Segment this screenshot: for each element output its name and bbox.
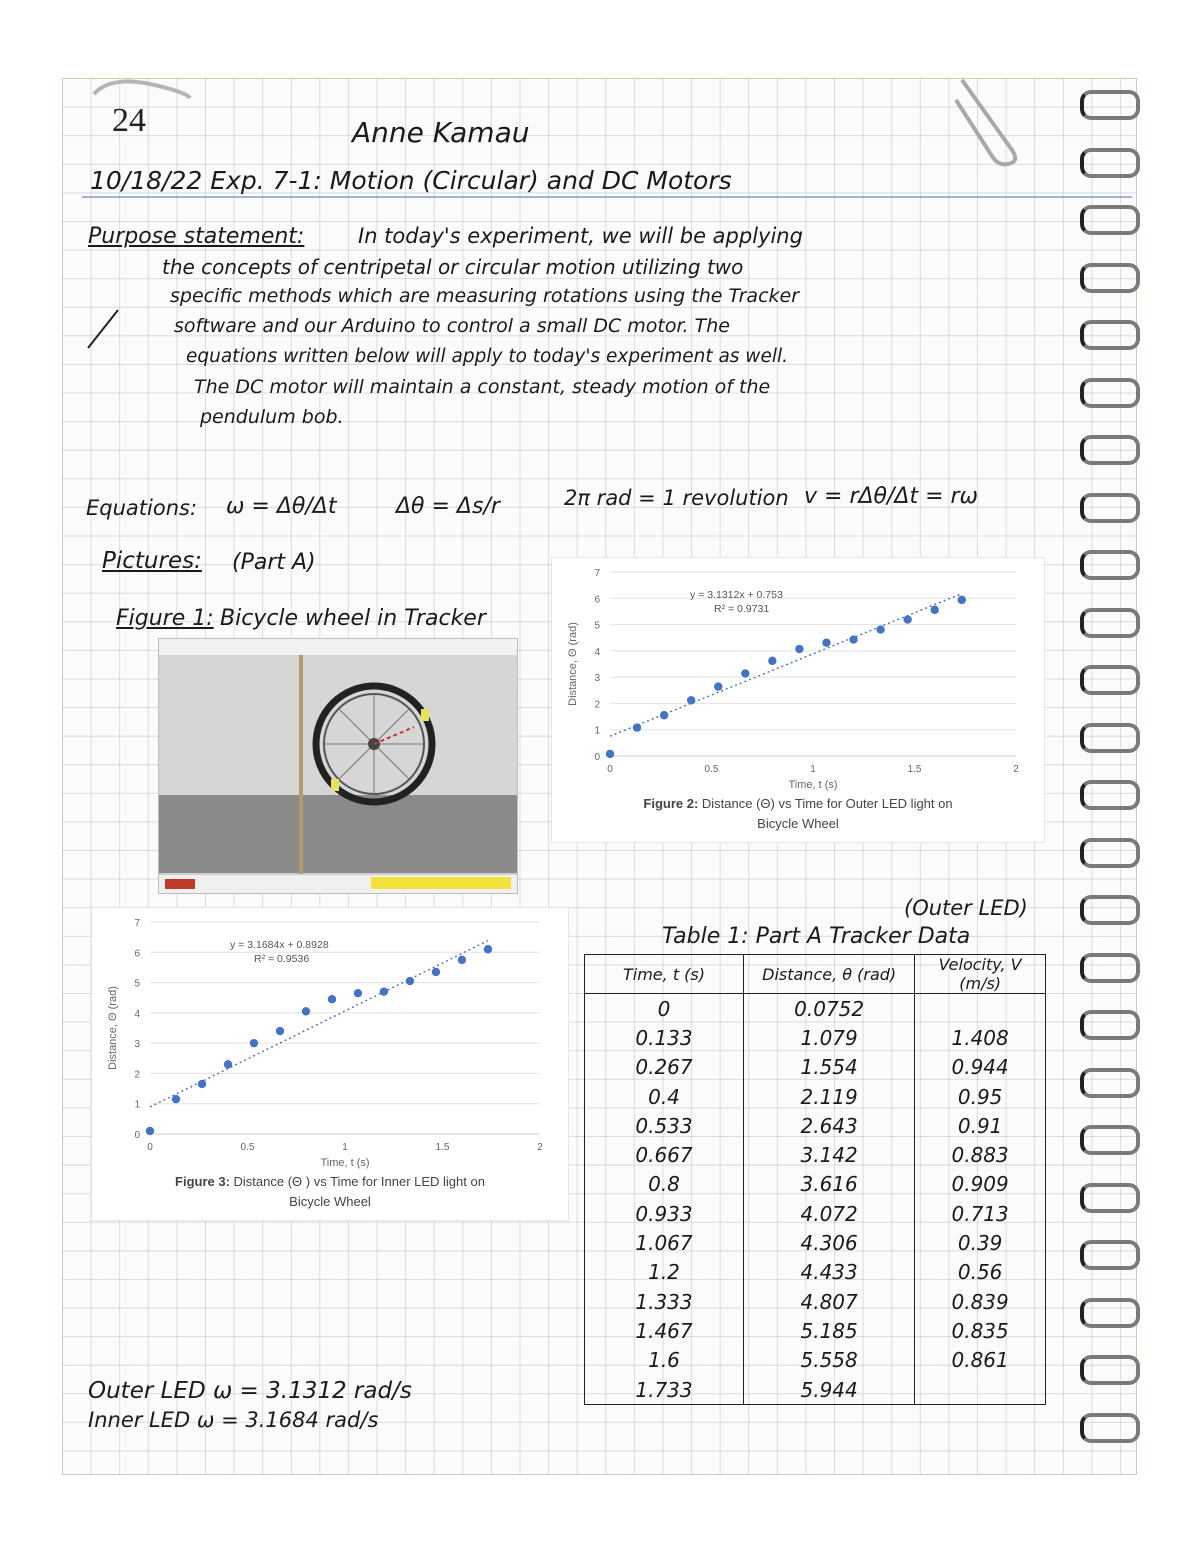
- data-point: [822, 639, 830, 647]
- header-rule: [82, 196, 1132, 198]
- table-cell-time: 1.733: [585, 1375, 744, 1405]
- y-tick-label: 3: [594, 673, 600, 685]
- omega-outer: Outer LED ω = 3.1312 rad/s: [88, 1378, 412, 1404]
- table-cell-distance: 4.433: [744, 1258, 915, 1287]
- spiral-ring: [1080, 1183, 1140, 1213]
- table-cell-velocity: 0.861: [915, 1346, 1046, 1375]
- y-tick-label: 2: [594, 699, 600, 711]
- x-axis-label: Time, t (s): [320, 1157, 370, 1169]
- table-cell-velocity: 1.408: [915, 1023, 1046, 1052]
- author-name: Anne Kamau: [352, 116, 530, 149]
- figure2-plot: [552, 558, 1044, 842]
- table-row: [585, 1375, 1046, 1405]
- x-tick-label: 1.5: [435, 1142, 450, 1153]
- table-cell-time: 1.6: [585, 1346, 744, 1375]
- table-cell-distance: 0.0752: [744, 994, 915, 1024]
- table-cell-time: 0.267: [585, 1053, 744, 1082]
- table-cell-distance: 4.072: [744, 1199, 915, 1228]
- tracker-data-table: [584, 954, 1046, 1405]
- x-tick-label: 0: [147, 1142, 153, 1153]
- table-cell-distance: 1.079: [744, 1023, 915, 1052]
- table-row: [585, 1287, 1046, 1316]
- table-cell-distance: 3.616: [744, 1170, 915, 1199]
- notebook-page: [62, 78, 1137, 1475]
- table-cell-velocity: 0.56: [915, 1258, 1046, 1287]
- omega-inner: Inner LED ω = 3.1684 rad/s: [88, 1408, 379, 1432]
- table-row: [585, 1053, 1046, 1082]
- purpose-label: Purpose statement:: [88, 224, 305, 249]
- data-point: [903, 615, 911, 623]
- y-tick-label: 0: [594, 752, 600, 763]
- data-point: [458, 956, 466, 964]
- spiral-ring: [1080, 90, 1140, 120]
- spiral-ring: [1080, 493, 1140, 523]
- pole: [299, 655, 303, 877]
- purpose-line: equations written below will apply to today's experiment as well.: [186, 346, 788, 367]
- purpose-line: specific methods which are measuring rotations using the Tracker: [170, 285, 800, 307]
- spiral-ring: [1080, 665, 1140, 695]
- data-point: [660, 711, 668, 719]
- r-squared: R² = 0.9731: [714, 603, 770, 615]
- data-point: [633, 723, 641, 731]
- tracker-screenshot: [158, 638, 518, 894]
- data-point: [146, 1127, 154, 1135]
- table-row: [585, 1228, 1046, 1257]
- x-tick-label: 2: [1013, 764, 1019, 775]
- figure3-chart: [92, 908, 568, 1220]
- purpose-line: The DC motor will maintain a constant, steady motion of the: [194, 376, 771, 398]
- equation-dtheta: Δθ = Δs/r: [396, 494, 500, 519]
- table-cell-time: 0: [585, 994, 744, 1024]
- check-mark: [84, 304, 124, 354]
- table-row: [585, 1316, 1046, 1345]
- spiral-ring: [1080, 550, 1140, 580]
- equation-omega: ω = Δθ/Δt: [226, 494, 337, 519]
- data-point: [849, 635, 857, 643]
- table-cell-distance: 5.944: [744, 1375, 915, 1405]
- y-tick-label: 5: [594, 620, 600, 632]
- table-cell-distance: 5.185: [744, 1316, 915, 1345]
- spiral-ring: [1080, 320, 1140, 350]
- tracker-playbar: [159, 874, 517, 893]
- paperclip-top-icon: [90, 74, 200, 104]
- column-header-velocity: Velocity, V (m/s): [915, 955, 1046, 994]
- data-point: [432, 968, 440, 976]
- data-point: [795, 645, 803, 653]
- data-point: [224, 1060, 232, 1068]
- purpose-line: software and our Arduino to control a small DC motor. The: [174, 315, 730, 337]
- spiral-ring: [1080, 1413, 1140, 1443]
- figure3-plot: [92, 908, 568, 1220]
- data-point: [198, 1080, 206, 1088]
- table-cell-velocity: 0.883: [915, 1140, 1046, 1169]
- table-cell-distance: 4.807: [744, 1287, 915, 1316]
- data-point: [250, 1039, 258, 1047]
- x-tick-label: 0: [607, 764, 613, 775]
- figure-caption-text: Distance (Θ ) vs Time for Inner LED light on: [233, 1174, 485, 1189]
- x-tick-label: 1: [810, 764, 816, 775]
- x-tick-label: 2: [537, 1142, 543, 1153]
- figure-caption: [175, 1174, 485, 1189]
- data-point: [302, 1007, 310, 1015]
- y-tick-label: 4: [594, 646, 600, 658]
- x-tick-label: 0.5: [704, 764, 719, 775]
- pictures-part: (Part A): [232, 550, 316, 575]
- table-row: [585, 1199, 1046, 1228]
- data-point: [276, 1027, 284, 1035]
- figure1-label: Figure 1:: [116, 606, 214, 631]
- status-strip: [371, 877, 511, 889]
- x-axis-label: Time, t (s): [788, 779, 838, 791]
- tracker-toolbar: [159, 639, 517, 656]
- spiral-ring: [1080, 205, 1140, 235]
- table-cell-velocity: 0.39: [915, 1228, 1046, 1257]
- y-tick-label: 2: [134, 1069, 140, 1081]
- table-cell-time: 0.8: [585, 1170, 744, 1199]
- y-tick-label: 7: [594, 568, 600, 579]
- table-cell-velocity: [915, 994, 1046, 1024]
- y-tick-label: 1: [594, 725, 600, 737]
- data-point: [354, 989, 362, 997]
- r-squared: R² = 0.9536: [254, 953, 310, 965]
- data-point: [741, 669, 749, 677]
- table-cell-distance: 4.306: [744, 1228, 915, 1257]
- data-point: [687, 696, 695, 704]
- column-header-distance: Distance, θ (rad): [744, 955, 915, 994]
- table-cell-velocity: 0.944: [915, 1053, 1046, 1082]
- data-point: [406, 977, 414, 985]
- column-header-time: Time, t (s): [585, 955, 744, 994]
- table-cell-time: 0.533: [585, 1111, 744, 1140]
- spiral-binding: [1080, 90, 1140, 1470]
- figure-caption: [643, 796, 952, 811]
- table-row: [585, 1346, 1046, 1375]
- table-cell-distance: 2.119: [744, 1082, 915, 1111]
- table-cell-time: 1.467: [585, 1316, 744, 1345]
- y-tick-label: 1: [134, 1099, 140, 1111]
- x-tick-label: 0.5: [240, 1142, 255, 1153]
- spiral-ring: [1080, 1010, 1140, 1040]
- table-cell-velocity: 0.95: [915, 1082, 1046, 1111]
- trendline-equation: y = 3.1312x + 0.753: [690, 589, 783, 601]
- data-point: [714, 682, 722, 690]
- spiral-ring: [1080, 608, 1140, 638]
- y-tick-label: 0: [134, 1130, 140, 1141]
- table-cell-velocity: 0.713: [915, 1199, 1046, 1228]
- x-tick-label: 1: [342, 1142, 348, 1153]
- table-cell-time: 1.067: [585, 1228, 744, 1257]
- spiral-ring: [1080, 780, 1140, 810]
- table-cell-velocity: [915, 1375, 1046, 1405]
- spiral-ring: [1080, 1355, 1140, 1385]
- data-point: [876, 625, 884, 633]
- table-cell-velocity: 0.839: [915, 1287, 1046, 1316]
- spiral-ring: [1080, 838, 1140, 868]
- spiral-ring: [1080, 435, 1140, 465]
- y-tick-label: 7: [134, 918, 140, 929]
- spiral-ring: [1080, 1125, 1140, 1155]
- table-row: [585, 1111, 1046, 1140]
- table-cell-time: 1.2: [585, 1258, 744, 1287]
- x-tick-label: 1.5: [907, 764, 922, 775]
- table-cell-velocity: 0.835: [915, 1316, 1046, 1345]
- table-row: [585, 1082, 1046, 1111]
- data-point: [172, 1095, 180, 1103]
- paperclip-icon: [942, 78, 1032, 168]
- date-title: 10/18/22 Exp. 7-1: Motion (Circular) and DC Motors: [90, 166, 732, 195]
- page-number: 24: [112, 102, 146, 139]
- y-axis-label: Distance, Θ (rad): [107, 986, 119, 1070]
- equations-label: Equations:: [86, 496, 198, 520]
- purpose-line: the concepts of centripetal or circular motion utilizing two: [162, 255, 744, 279]
- table-cell-time: 0.133: [585, 1023, 744, 1052]
- table-row: [585, 1023, 1046, 1052]
- play-button: [165, 879, 195, 889]
- table-cell-velocity: 0.91: [915, 1111, 1046, 1140]
- pictures-label: Pictures:: [102, 548, 202, 574]
- figure-caption-label: Figure 2:: [643, 796, 702, 811]
- spiral-ring: [1080, 148, 1140, 178]
- purpose-line: In today's experiment, we will be applying: [358, 224, 803, 248]
- spiral-ring: [1080, 723, 1140, 753]
- data-point: [768, 657, 776, 665]
- spiral-ring: [1080, 263, 1140, 293]
- table-cell-time: 1.333: [585, 1287, 744, 1316]
- data-point: [380, 987, 388, 995]
- spiral-ring: [1080, 1298, 1140, 1328]
- y-axis-label: Distance, Θ (rad): [567, 622, 579, 706]
- table-title: Table 1: Part A Tracker Data: [662, 924, 971, 949]
- y-tick-label: 6: [134, 948, 140, 960]
- table-row: [585, 1170, 1046, 1199]
- bicycle-wheel-icon: [309, 679, 439, 809]
- table-cell-distance: 2.643: [744, 1111, 915, 1140]
- table-row: [585, 1140, 1046, 1169]
- table-cell-time: 0.933: [585, 1199, 744, 1228]
- spiral-ring: [1080, 1068, 1140, 1098]
- table-cell-time: 0.4: [585, 1082, 744, 1111]
- figure1-caption: Bicycle wheel in Tracker: [220, 606, 486, 631]
- spiral-ring: [1080, 895, 1140, 925]
- table-note: (Outer LED): [904, 896, 1028, 920]
- data-point: [328, 995, 336, 1003]
- data-point: [484, 945, 492, 953]
- table-cell-time: 0.667: [585, 1140, 744, 1169]
- table-row: [585, 1258, 1046, 1287]
- equation-velocity: v = rΔθ/Δt = rω: [804, 484, 978, 509]
- table-cell-velocity: 0.909: [915, 1170, 1046, 1199]
- table-cell-distance: 5.558: [744, 1346, 915, 1375]
- data-point: [931, 606, 939, 614]
- y-tick-label: 5: [134, 978, 140, 990]
- purpose-line: pendulum bob.: [200, 406, 344, 428]
- spiral-ring: [1080, 378, 1140, 408]
- figure-caption-text: Distance (Θ) vs Time for Outer LED light on: [701, 796, 953, 811]
- trendline-equation: y = 3.1684x + 0.8928: [230, 939, 329, 951]
- figure2-chart: [552, 558, 1044, 842]
- y-tick-label: 4: [134, 1008, 140, 1020]
- y-tick-label: 6: [594, 594, 600, 606]
- y-tick-label: 3: [134, 1039, 140, 1051]
- table-cell-distance: 3.142: [744, 1140, 915, 1169]
- equation-revolution: 2π rad = 1 revolution: [564, 486, 789, 510]
- spiral-ring: [1080, 953, 1140, 983]
- data-point: [958, 596, 966, 604]
- table-cell-distance: 1.554: [744, 1053, 915, 1082]
- data-point: [606, 750, 614, 758]
- spiral-ring: [1080, 1240, 1140, 1270]
- table-row: [585, 994, 1046, 1024]
- figure-caption-label: Figure 3:: [175, 1174, 234, 1189]
- figure-caption-text: Bicycle Wheel: [289, 1194, 371, 1209]
- figure-caption-text: Bicycle Wheel: [757, 816, 839, 831]
